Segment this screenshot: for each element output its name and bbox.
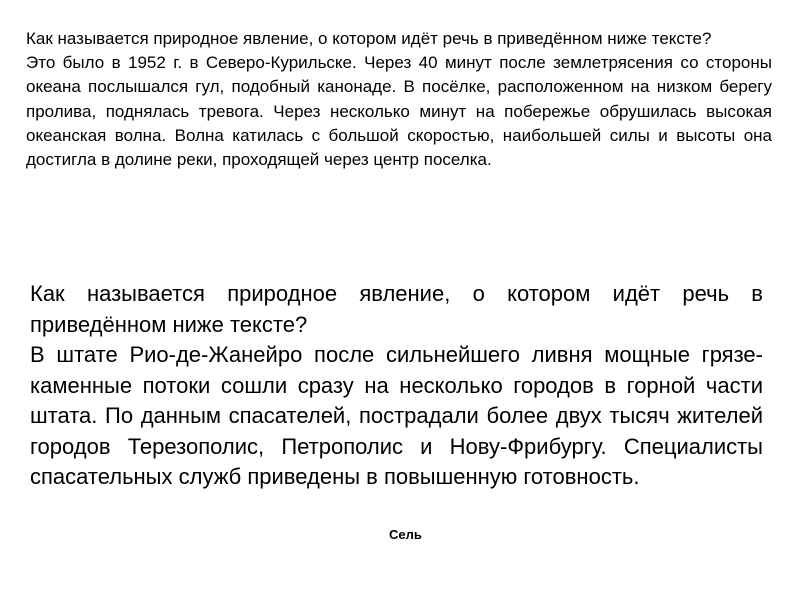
- answer-label: Сель: [389, 527, 422, 542]
- question-block-mudflow: [30, 279, 763, 493]
- question-2-text: В штате Рио-де-Жанейро после сильнейшего ливня мощные грязе-каменные потоки сошли сразу на несколько городов в горной части штата. По данным спасателей, пострадали более двух тысяч жителей городов Терезополис, Петрополис и Нову-Фрибургу. Специалисты спасательных служб приведены в повышенную готовность.: [30, 342, 763, 489]
- question-block-tsunami: [26, 27, 772, 172]
- question-1-prompt: Как называется природное явление, о котором идёт речь в приведённом ниже тексте?: [26, 29, 712, 48]
- question-1-text: Это было в 1952 г. в Северо-Курильске. Через 40 минут после землетрясения со стороны океана послышался гул, подобный канонаде. В посёлке, расположенном на низком берегу пролива, поднялась тревога. Через несколько минут на побережье обрушилась высокая океанская волна. Волна катилась с большой скоростью, наибольшей силы и высоты она достигла в долине реки, проходящей через центр поселка.: [26, 53, 772, 170]
- question-2-prompt: Как называется природное явление, о котором идёт речь в приведённом ниже тексте?: [30, 281, 763, 337]
